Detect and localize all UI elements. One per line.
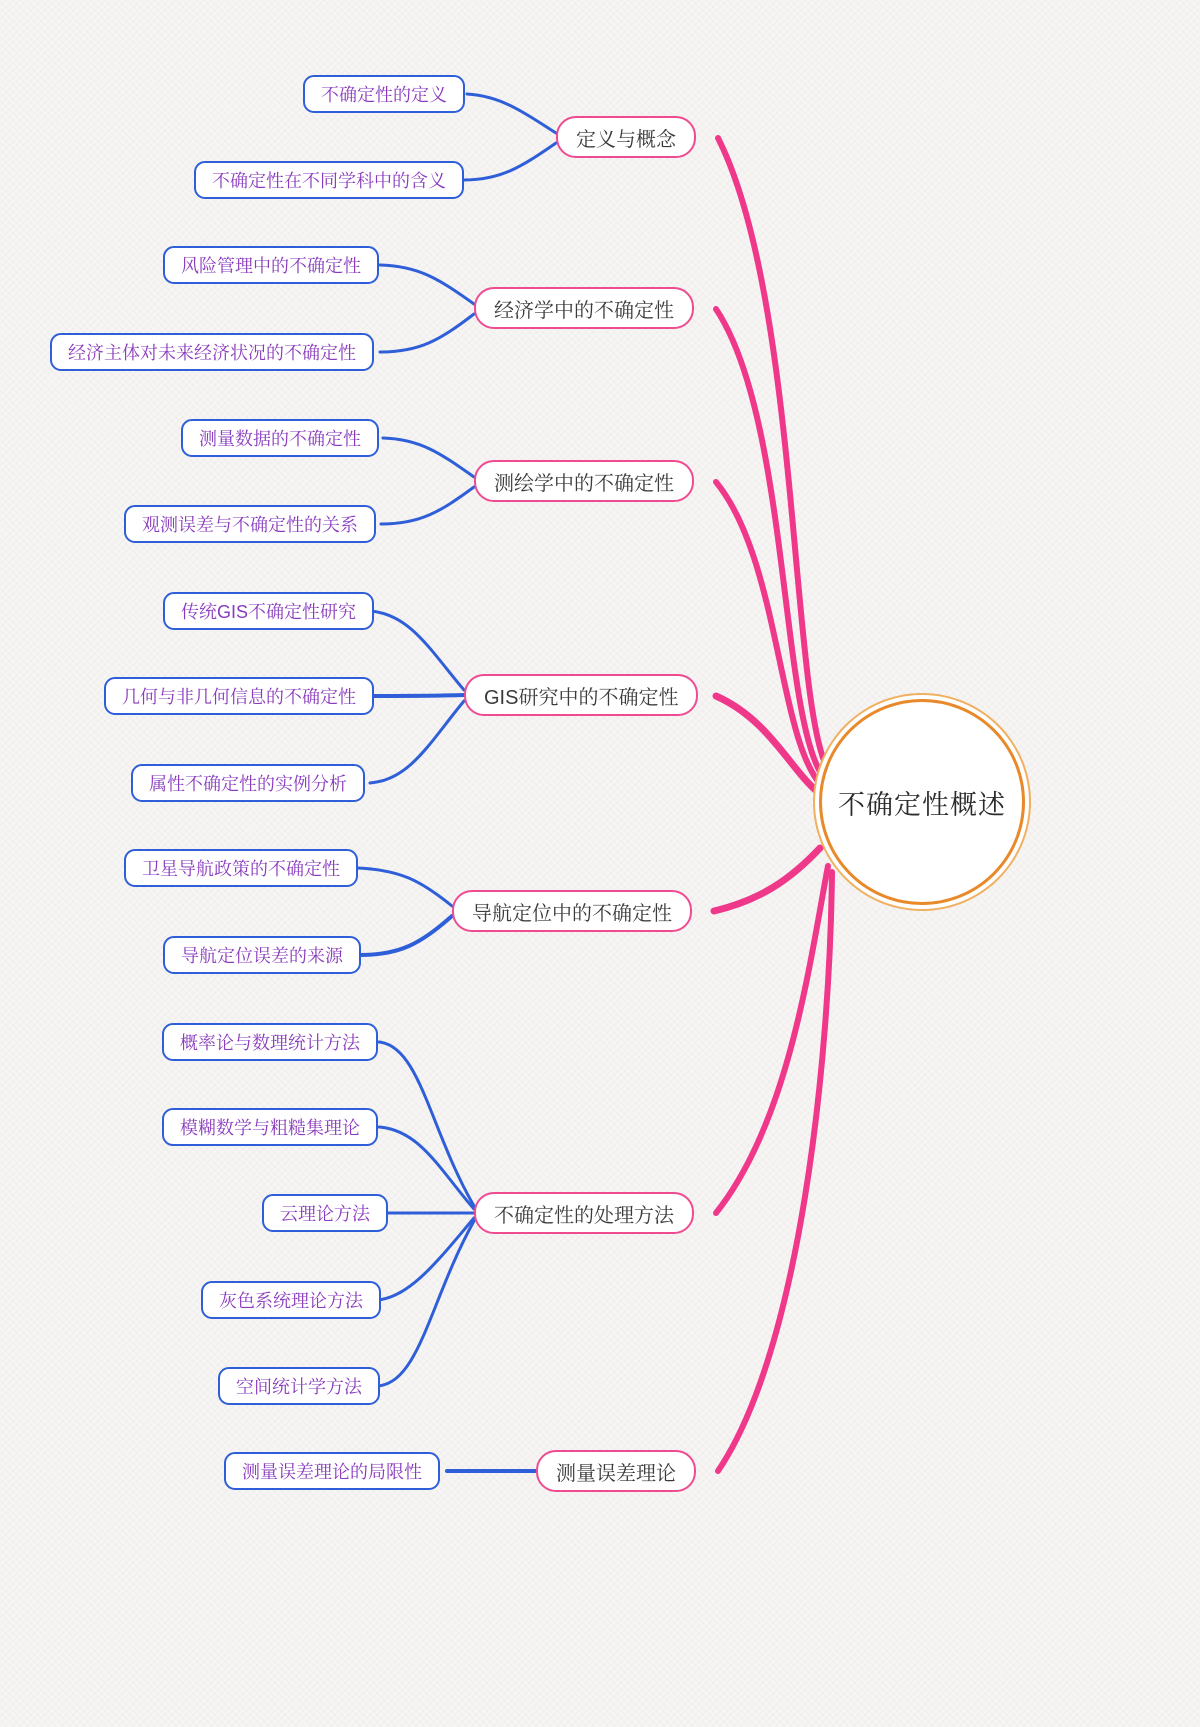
mindmap-branch-node[interactable] [452,890,692,932]
mindmap-leaf-node[interactable] [163,592,374,630]
mindmap-leaf-label: 不确定性在不同学科中的含义 [212,171,446,191]
edge-root-branch [714,848,820,911]
edge-branch-leaf [378,1221,474,1386]
mindmap-leaf-node[interactable] [131,764,365,802]
mindmap-leaf-node[interactable] [201,1281,381,1319]
edge-branch-leaf [358,868,452,906]
mindmap-leaf-node[interactable] [162,1023,378,1061]
mindmap-root-label: 不确定性概述 [838,789,1006,820]
mindmap-leaf-label: 灰色系统理论方法 [219,1291,363,1311]
mindmap-branch-node[interactable] [474,287,694,329]
edge-branch-leaf [381,487,474,524]
mindmap-branch-node[interactable] [464,674,698,716]
edge-root-branch [716,309,824,778]
edge-branch-leaf [360,916,452,955]
mindmap-leaf-node[interactable] [194,161,464,199]
mindmap-leaf-label: 不确定性的定义 [321,85,447,105]
edge-branch-leaf [467,94,556,133]
mindmap-leaf-node[interactable] [262,1194,388,1232]
mindmap-leaf-label: 观测误差与不确定性的关系 [142,515,358,535]
mindmap-branch-node[interactable] [474,460,694,502]
mindmap-branch-label: 不确定性的处理方法 [494,1204,674,1227]
edge-branch-leaf [380,265,474,304]
mindmap-leaf-label: 云理论方法 [280,1204,370,1224]
edge-root-branch [716,482,822,786]
mindmap-leaf-label: 测量数据的不确定性 [199,429,361,449]
edge-root-branch [716,696,820,794]
edge-root-branch [716,866,828,1213]
mindmap-leaf-node[interactable] [163,936,361,974]
mindmap-root-node[interactable] [819,699,1025,905]
edge-branch-leaf [383,438,474,477]
mindmap-leaf-node[interactable] [124,849,358,887]
edge-branch-leaf [370,695,464,696]
mindmap-leaf-label: 导航定位误差的来源 [181,946,343,966]
edge-branch-leaf [370,611,464,690]
mindmap-leaf-label: 模糊数学与粗糙集理论 [180,1118,360,1138]
mindmap-branch-node[interactable] [474,1192,694,1234]
edge-branch-leaf [377,1218,474,1300]
mindmap-leaf-node[interactable] [224,1452,440,1490]
edge-branch-leaf [464,143,556,180]
edge-branch-leaf [379,1127,474,1209]
mindmap-branch-label: GIS研究中的不确定性 [484,686,679,709]
edge-root-branch [718,138,828,770]
mindmap-leaf-label: 几何与非几何信息的不确定性 [122,687,356,707]
mindmap-leaf-label: 概率论与数理统计方法 [180,1033,360,1053]
mindmap-branch-label: 测绘学中的不确定性 [494,472,674,495]
mindmap-leaf-node[interactable] [162,1108,378,1146]
edge-branch-leaf [370,701,464,783]
mindmap-leaf-label: 空间统计学方法 [236,1377,362,1397]
mindmap-leaf-node[interactable] [104,677,374,715]
mindmap-leaf-node[interactable] [50,333,374,371]
mindmap-leaf-node[interactable] [124,505,376,543]
edge-branch-leaf [380,314,474,352]
mindmap-leaf-node[interactable] [163,246,379,284]
mindmap-leaf-label: 传统GIS不确定性研究 [181,602,357,622]
mindmap-branch-label: 经济学中的不确定性 [494,299,674,322]
mindmap-branch-label: 测量误差理论 [556,1462,676,1485]
mindmap-branch-node[interactable] [556,116,696,158]
edge-branch-leaf [379,1042,474,1206]
mindmap-branch-label: 定义与概念 [576,128,676,151]
mindmap-branch-node[interactable] [536,1450,696,1492]
mindmap-leaf-label: 测量误差理论的局限性 [242,1462,422,1482]
mindmap-leaf-label: 风险管理中的不确定性 [181,256,361,276]
mindmap-leaf-node[interactable] [218,1367,380,1405]
mindmap-leaf-node[interactable] [181,419,379,457]
edge-root-branch [718,872,832,1471]
mindmap-leaf-node[interactable] [303,75,465,113]
mindmap-leaf-label: 属性不确定性的实例分析 [149,774,347,794]
mindmap-leaf-label: 经济主体对未来经济状况的不确定性 [68,343,356,363]
mindmap-leaf-label: 卫星导航政策的不确定性 [142,859,340,879]
mindmap-branch-label: 导航定位中的不确定性 [472,902,672,925]
